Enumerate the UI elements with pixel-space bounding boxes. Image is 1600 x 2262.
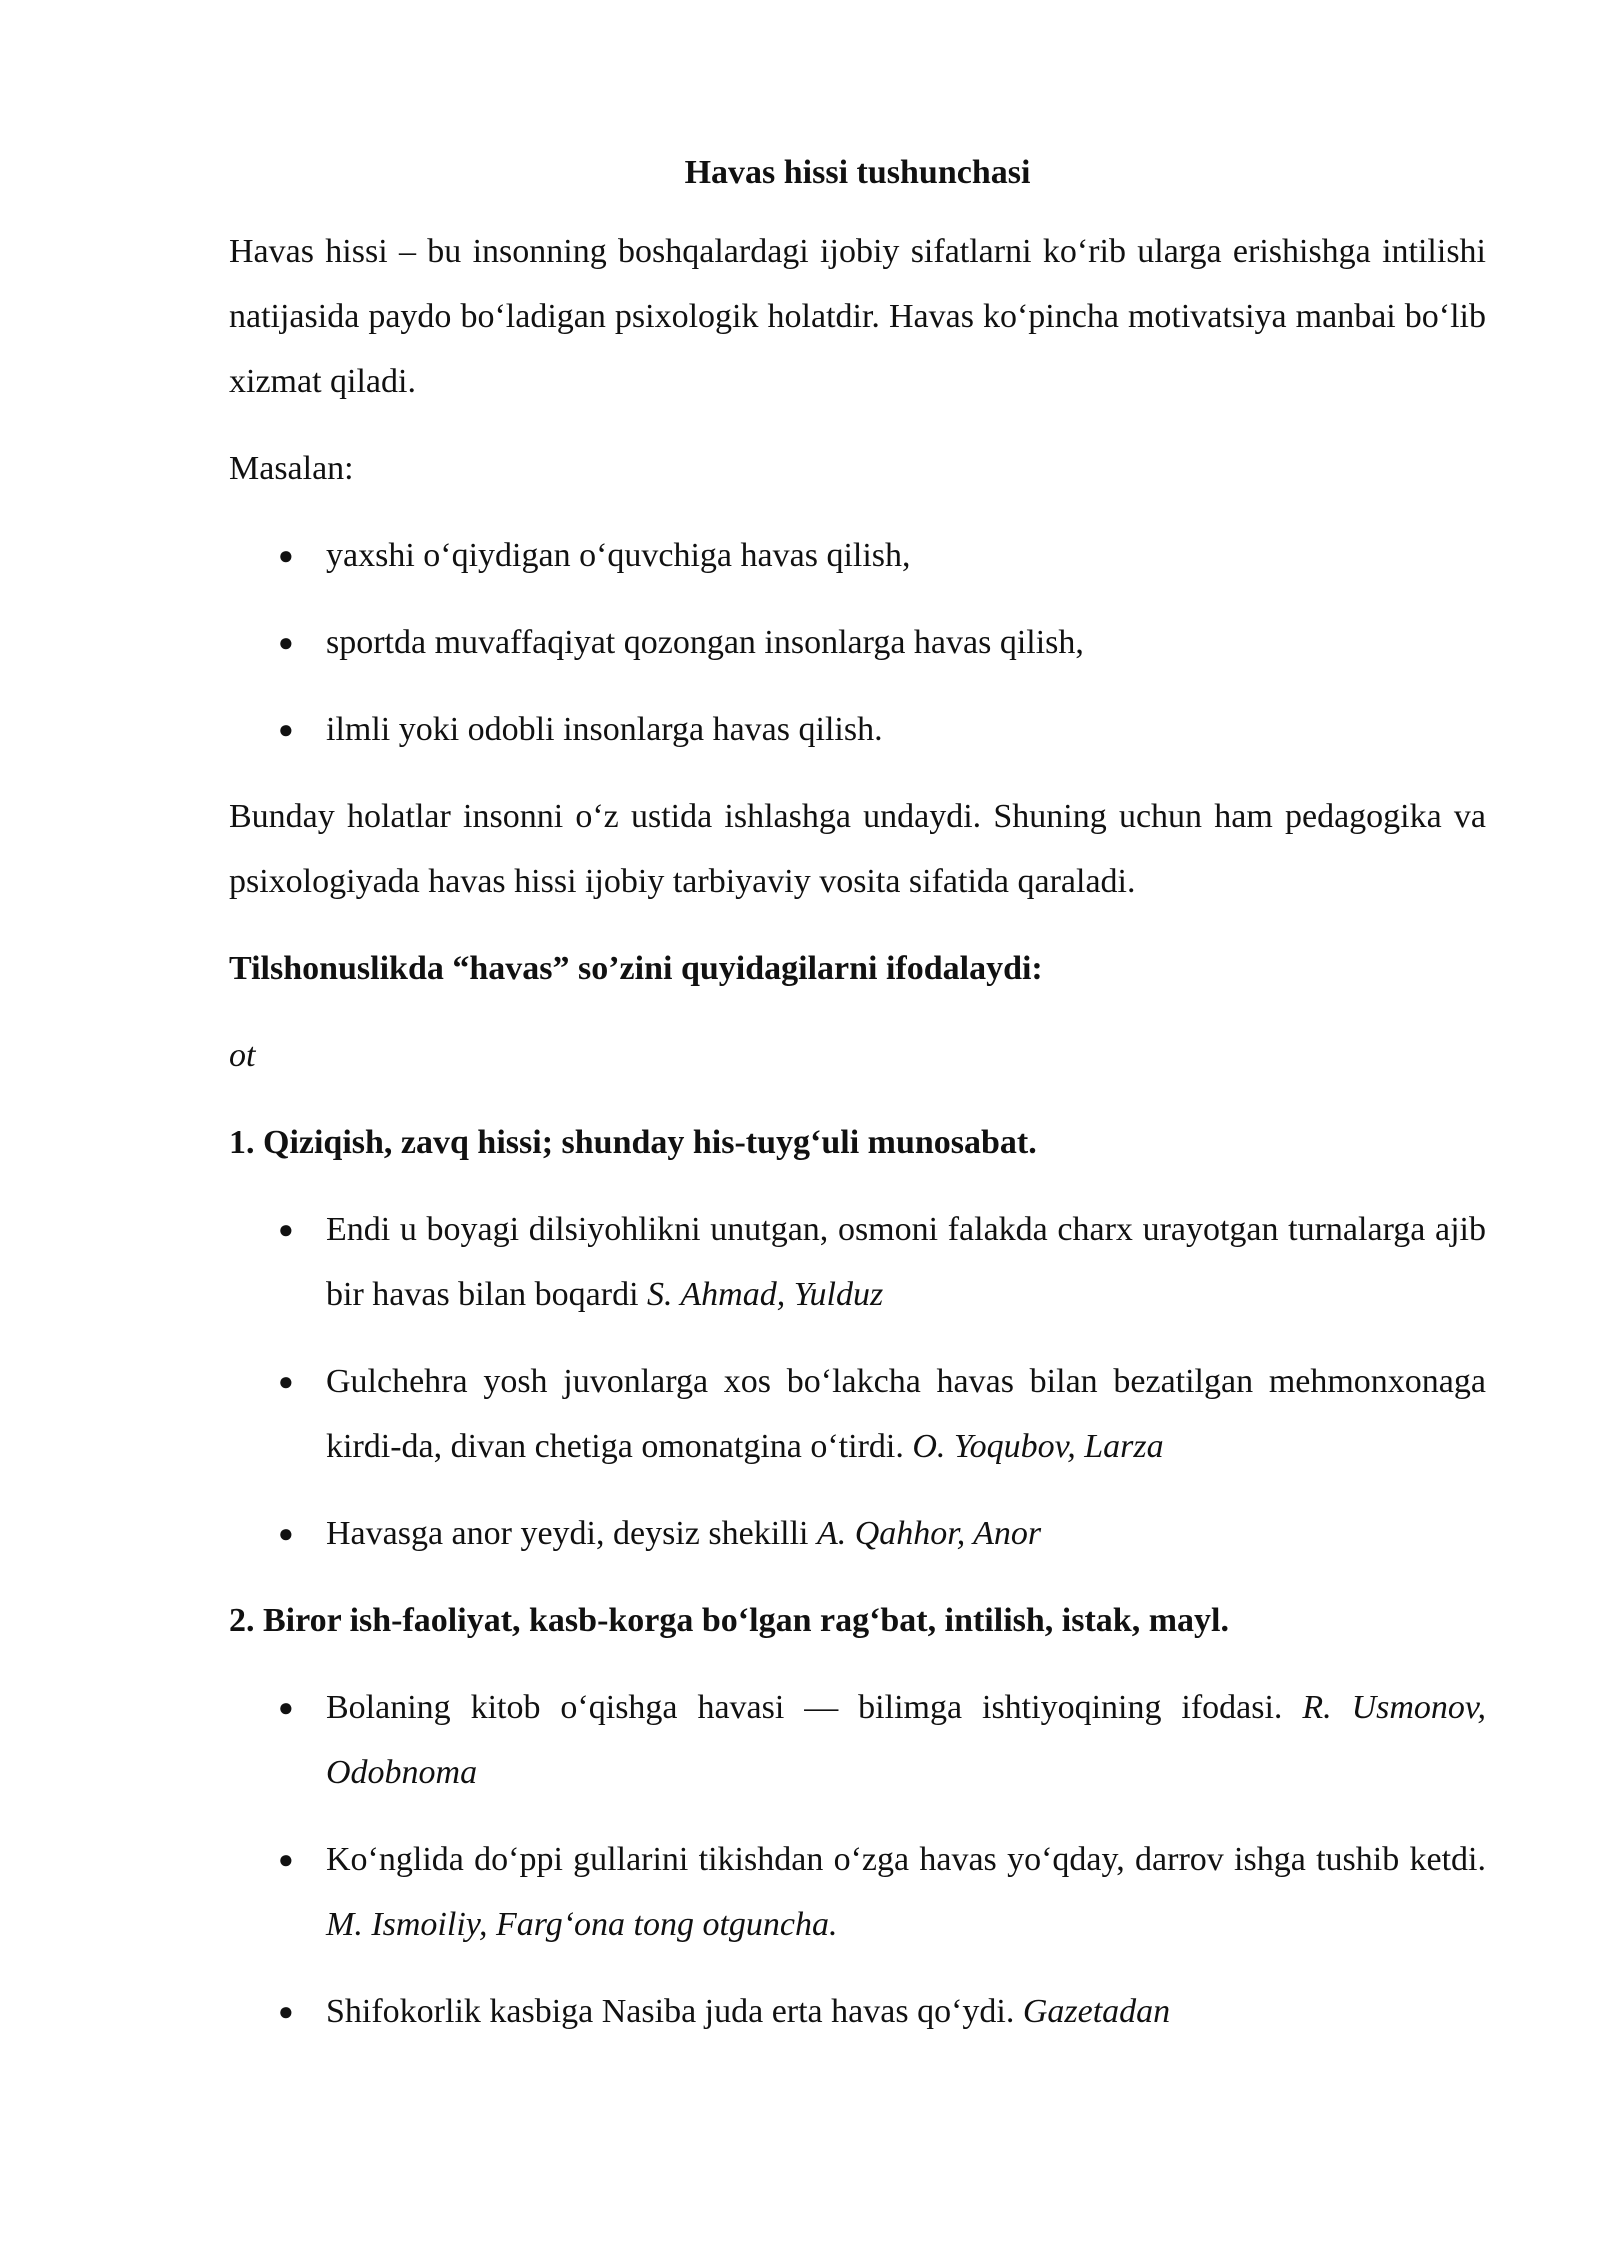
quote-text: Ko‘nglida do‘ppi gullarini tikishdan o‘zga havas yo‘qday, darrov ishga tushib ketdi. — [326, 1841, 1486, 1878]
quote-source: A. Qahhor, Anor — [816, 1515, 1042, 1552]
list-item — [229, 1675, 1486, 1805]
quote-text: Havasga anor yeydi, deysiz shekilli — [326, 1515, 817, 1552]
meaning-1-quotes — [229, 1197, 1486, 1566]
bullet-icon: ● — [278, 715, 294, 744]
intro-paragraph: Havas hissi – bu insonning boshqalardagi ijobiy sifatlarni ko‘rib ularga erishishga intilishi natijasida paydo bo‘ladigan psixologik holatdir. Havas ko‘pincha motivatsiya manbai bo‘lib xizmat qiladi. — [229, 233, 1486, 400]
part-of-speech: ot — [229, 1037, 256, 1074]
list-item: ● ilmli yoki odobli insonlarga havas qilish. — [229, 697, 1486, 762]
bullet-icon: ● — [278, 628, 294, 657]
quote-source: R. Usmonov, Odobnoma — [326, 1689, 1486, 1791]
bullet-icon: ● — [278, 1693, 294, 1722]
bullet-icon: ● — [278, 1367, 294, 1396]
list-item — [229, 1349, 1486, 1479]
examples-label: Masalan: — [229, 450, 354, 487]
bullet-icon: ● — [278, 1845, 294, 1874]
meaning-2-quotes — [229, 1675, 1486, 2044]
quote-source: Gazetadan — [1022, 1993, 1171, 2030]
document-title: Havas hissi tushunchasi — [684, 154, 1031, 191]
bullet-icon: ● — [278, 1215, 294, 1244]
quote-source: M. Ismoiliy, Farg‘ona tong otguncha. — [326, 1906, 838, 1943]
meaning-2-heading: 2. Biror ish-faoliyat, kasb-korga bo‘lgan rag‘bat, intilish, istak, mayl. — [229, 1602, 1229, 1639]
quote-text: Bolaning kitob o‘qishga havasi — bilimga ishtiyoqining ifodasi. — [326, 1689, 1303, 1726]
list-item — [229, 1197, 1486, 1327]
meaning-1-heading: 1. Qiziqish, zavq hissi; shunday his-tuyg‘uli munosabat. — [229, 1124, 1037, 1161]
bullet-icon: ● — [278, 1519, 294, 1548]
quote-text: Gulchehra yosh juvonlarga xos bo‘lakcha havas bilan bezatilgan mehmonxonaga kirdi-da, divan chetiga omonatgina o‘tirdi. — [326, 1363, 1486, 1465]
list-item: ● sportda muvaffaqiyat qozongan insonlarga havas qilish, — [229, 610, 1486, 675]
list-item — [229, 1827, 1486, 1957]
quote-source: S. Ahmad, Yulduz — [647, 1276, 884, 1313]
quote-text: Endi u boyagi dilsiyohlikni unutgan, osmoni falakda charx urayotgan turnalarga ajib bir havas bilan boqardi — [326, 1211, 1486, 1313]
list-item — [229, 1979, 1486, 2044]
bullet-icon: ● — [278, 541, 294, 570]
document-page — [229, 140, 1486, 2066]
list-item: ● yaxshi o‘qiydigan o‘quvchiga havas qilish, — [229, 523, 1486, 588]
bullet-icon: ● — [278, 1997, 294, 2026]
linguistics-heading: Tilshonuslikda “havas” so’zini quyidagilarni ifodalaydi: — [229, 950, 1043, 987]
quote-text: Shifokorlik kasbiga Nasiba juda erta havas qo‘ydi. — [326, 1993, 1023, 2030]
quote-source: O. Yoqubov, Larza — [912, 1428, 1164, 1465]
list-item — [229, 1501, 1486, 1566]
examples-list — [229, 523, 1486, 762]
conclusion-paragraph: Bunday holatlar insonni o‘z ustida ishlashga undaydi. Shuning uchun ham pedagogika va psixologiyada havas hissi ijobiy tarbiyaviy vosita sifatida qaraladi. — [229, 798, 1486, 900]
